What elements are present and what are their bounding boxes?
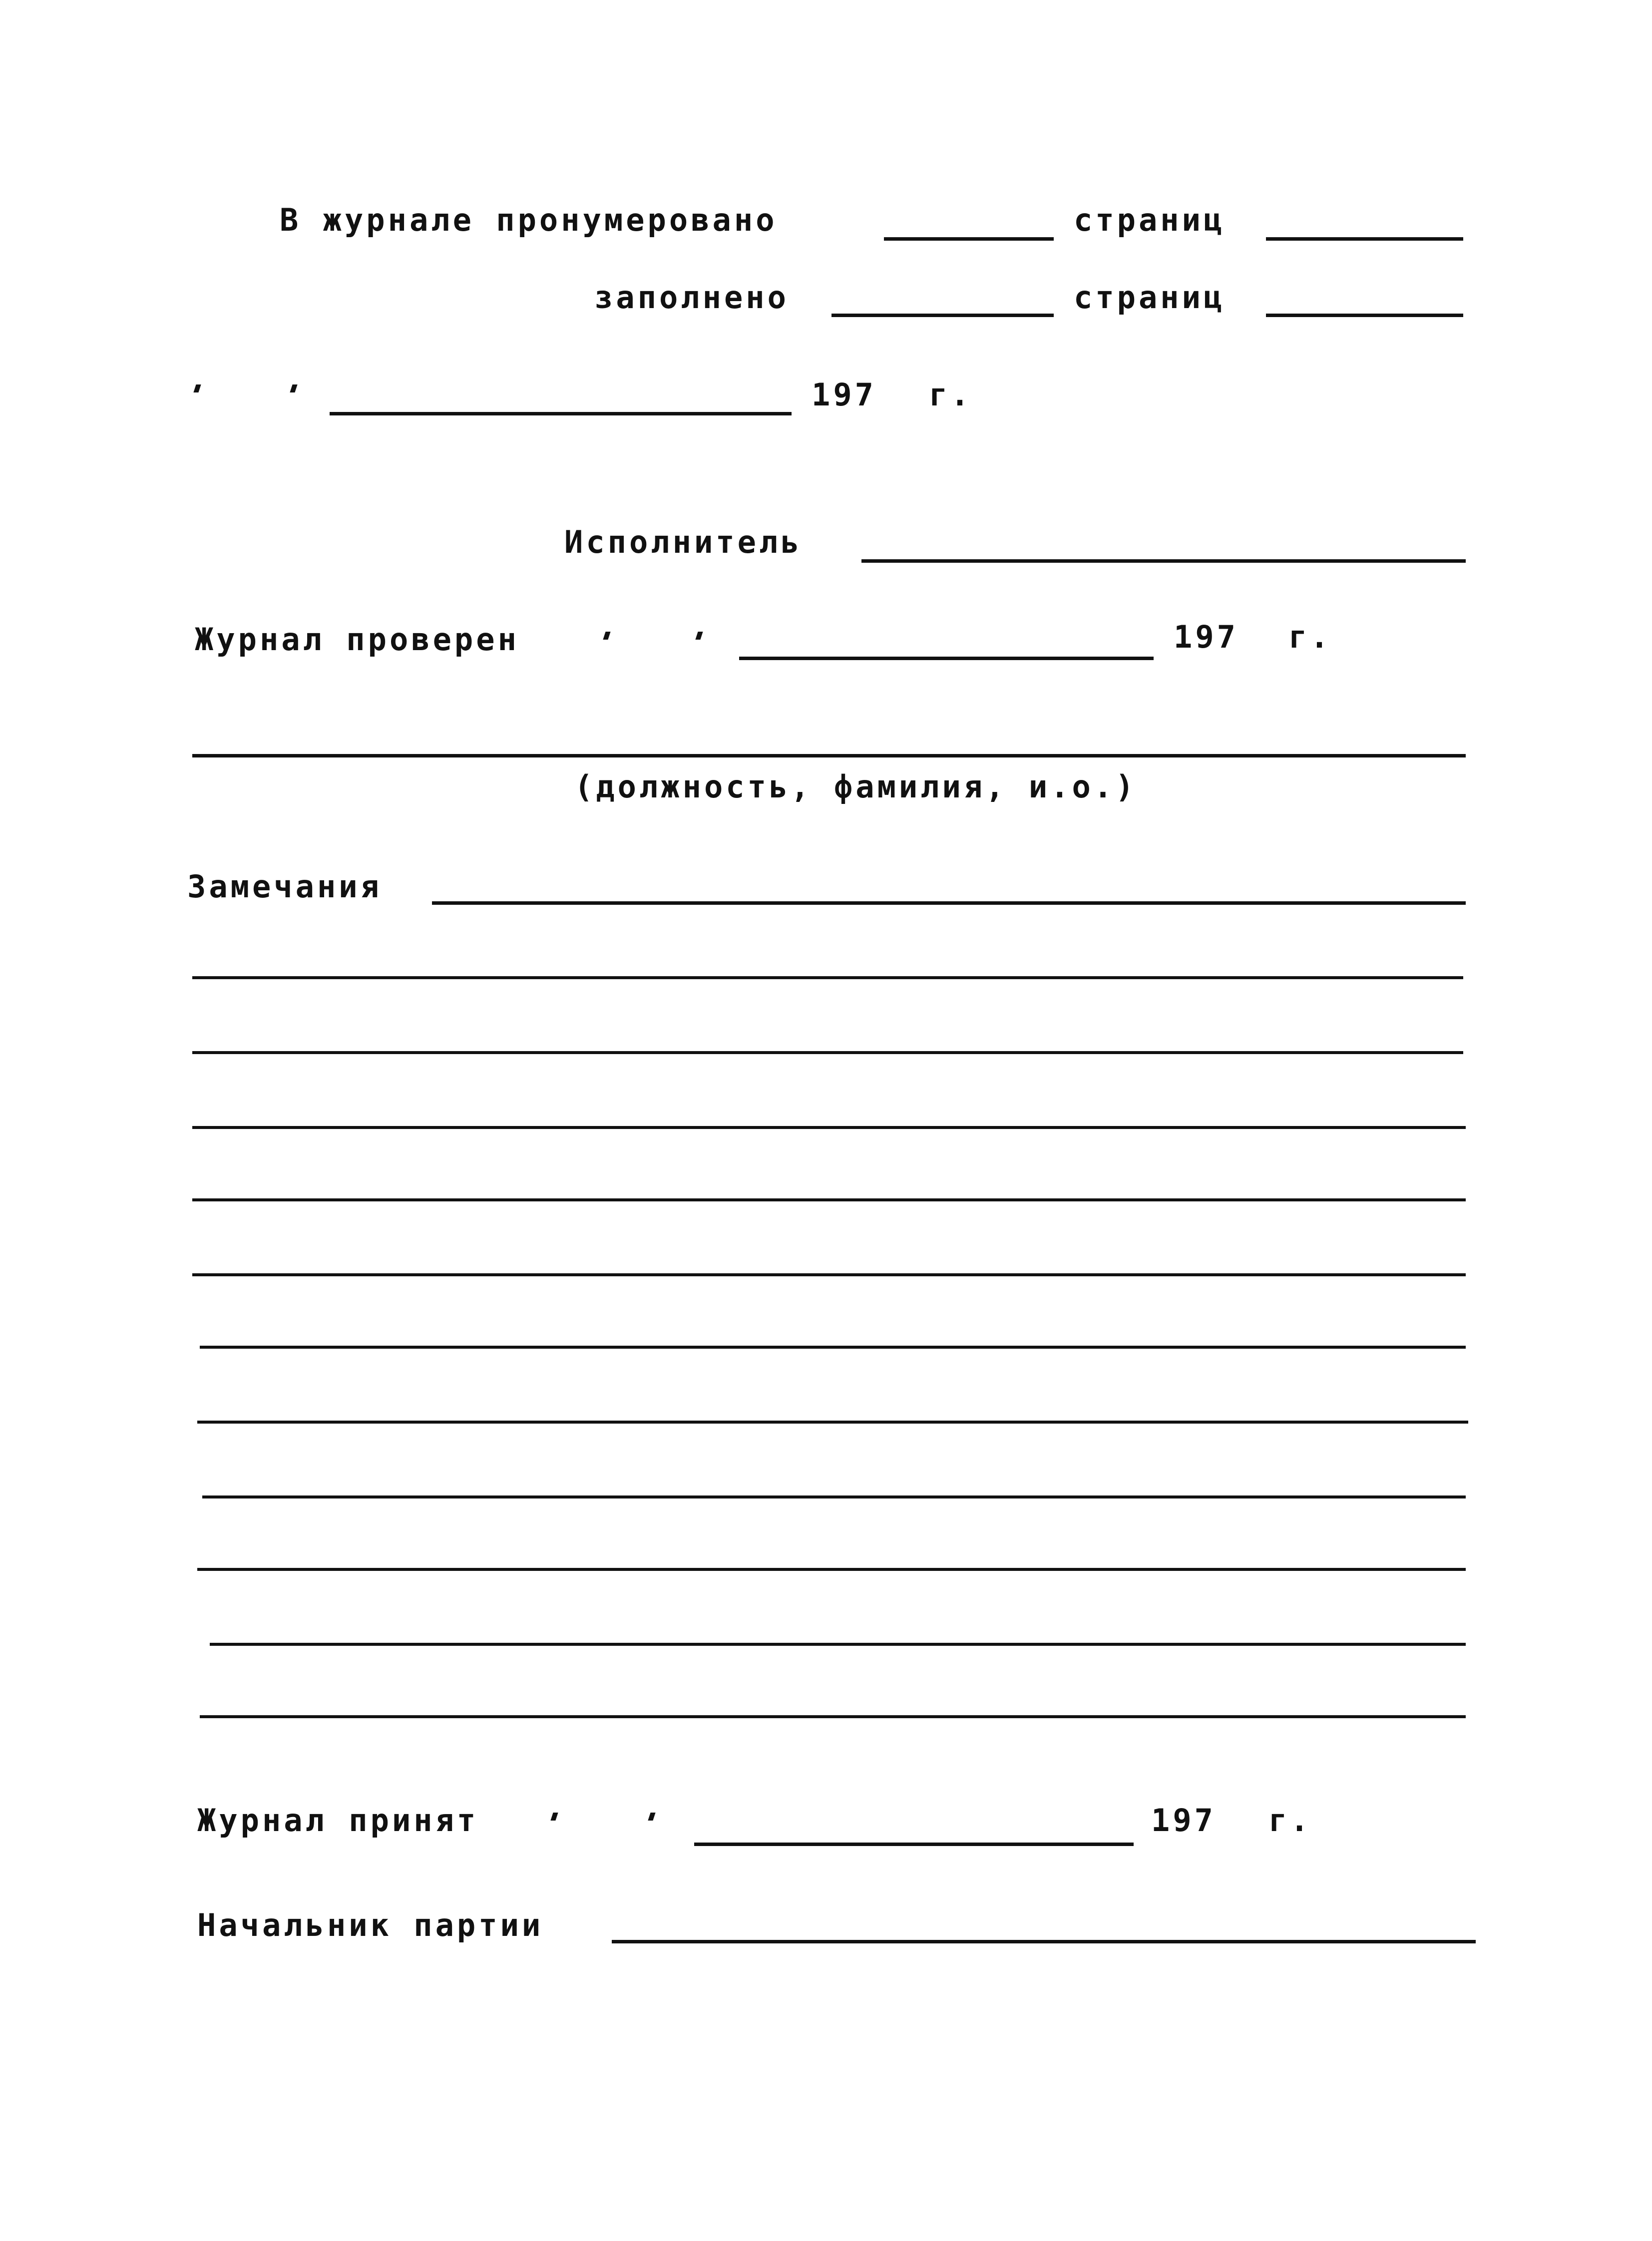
remarks-line[interactable] (197, 1568, 1466, 1571)
date-field-2[interactable] (739, 657, 1154, 660)
close-quote-mark (695, 632, 703, 640)
executor-field[interactable] (861, 559, 1466, 563)
year-suffix-1: г. (929, 376, 972, 413)
date-field-3[interactable] (694, 1843, 1134, 1846)
remarks-line[interactable] (192, 1198, 1466, 1201)
year-suffix-3: г. (1268, 1802, 1312, 1839)
position-caption: (должность, фамилия, и.о.) (574, 768, 1137, 805)
remarks-line[interactable] (202, 1495, 1466, 1498)
year-1: 197 (812, 376, 876, 413)
numbered-pages-label: В журнале пронумеровано (280, 202, 778, 238)
remarks-line[interactable] (200, 1346, 1466, 1349)
year-2: 197 (1174, 619, 1239, 655)
executor-label: Исполнитель (564, 524, 803, 560)
remarks-line[interactable] (192, 1051, 1463, 1054)
pages-word-2: страниц (1074, 279, 1226, 316)
position-field[interactable] (192, 754, 1466, 757)
chief-label: Начальник партии (197, 1907, 544, 1943)
open-quote-mark (193, 384, 201, 392)
open-quote-mark (550, 1813, 558, 1821)
year-3: 197 (1151, 1802, 1216, 1839)
filled-field[interactable] (831, 314, 1054, 317)
filled-label: заполнено (594, 279, 789, 316)
close-quote-mark (648, 1813, 655, 1821)
remarks-line[interactable] (192, 1126, 1466, 1129)
close-quote-mark (290, 384, 297, 392)
open-quote-mark (603, 632, 610, 640)
pages-count-field-2[interactable] (1266, 314, 1463, 317)
remarks-line[interactable] (192, 1273, 1466, 1276)
year-suffix-2: г. (1288, 619, 1332, 655)
remarks-label: Замечания (187, 868, 382, 905)
chief-signature-field[interactable] (612, 1940, 1476, 1943)
remarks-line[interactable] (200, 1715, 1466, 1718)
pages-word-1: страниц (1074, 202, 1226, 238)
remarks-line[interactable] (210, 1643, 1466, 1646)
remarks-line[interactable] (432, 901, 1466, 905)
accepted-label: Журнал принят (197, 1802, 479, 1839)
pages-count-field-1[interactable] (1266, 237, 1463, 241)
remarks-line[interactable] (192, 976, 1463, 979)
checked-label: Журнал проверен (195, 621, 519, 658)
remarks-line[interactable] (197, 1421, 1468, 1424)
numbered-pages-field[interactable] (884, 237, 1054, 241)
date-field-1[interactable] (330, 412, 792, 415)
